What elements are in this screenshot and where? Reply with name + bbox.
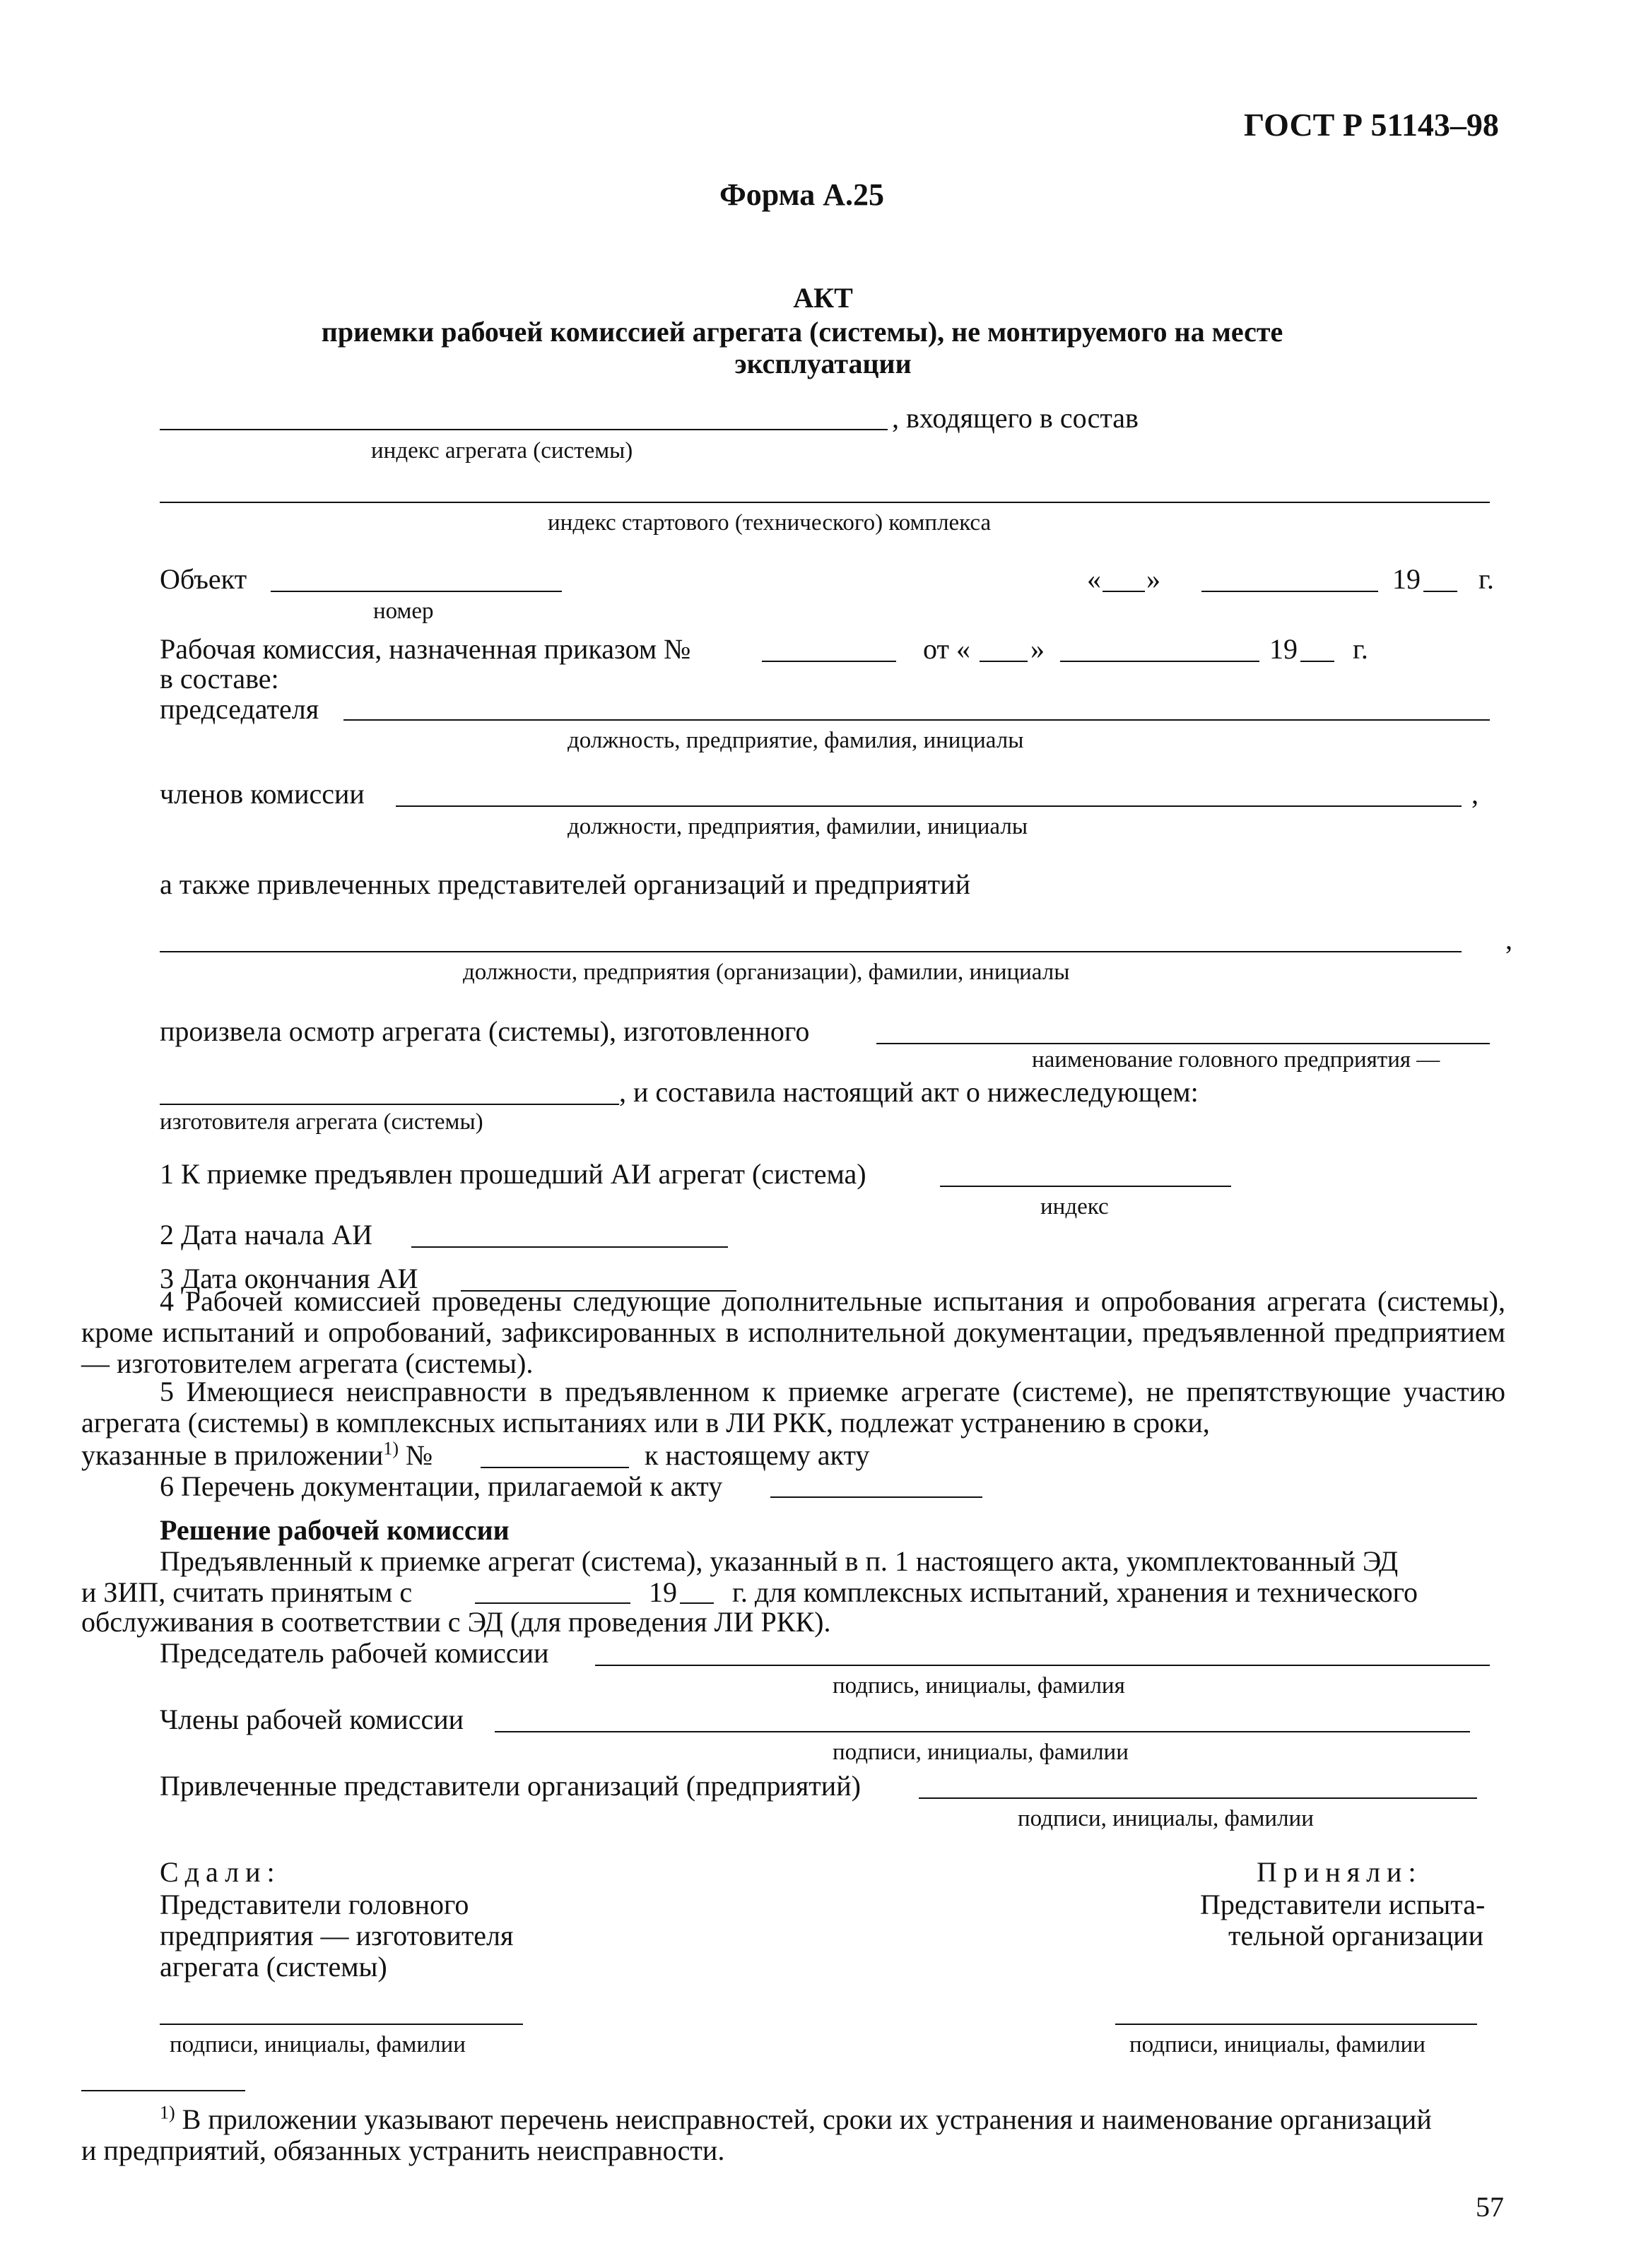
footnote-line-1	[160, 2103, 1432, 2137]
inspection-tail: , и составила настоящий акт о нижеследующем:	[619, 1076, 1199, 1108]
object-day-field[interactable]	[1103, 591, 1145, 592]
unit-suffix: , входящего в состав	[892, 402, 1139, 434]
item-2: 2 Дата начала АИ	[160, 1219, 372, 1251]
members-signature-caption: подписи, инициалы, фамилии	[833, 1740, 1129, 1765]
composition-label: в составе:	[160, 663, 279, 695]
item-5-tail: к настоящему акту	[645, 1439, 870, 1471]
manufacturer-caption-2: изготовителя агрегата (системы)	[160, 1109, 483, 1135]
members-field[interactable]	[396, 805, 1462, 807]
decision-year-prefix: 19	[649, 1576, 677, 1608]
representatives-comma: ,	[1505, 923, 1512, 955]
item-5-text: 5 Имеющиеся неисправности в предъявленном к приемке агрегате (системе), не препятствующие участию агрегата (системы) в комплексных испытаниях или в ЛИ РКК, подлежат устранению в сроки,	[81, 1376, 1505, 1439]
complex-index-caption: индекс стартового (технического) комплекса	[548, 510, 992, 536]
handed-over-heading: Сдали:	[160, 1856, 281, 1888]
chairman-caption: должность, предприятие, фамилия, инициалы	[568, 728, 1024, 753]
representatives-caption: должности, предприятия (организации), фамилии, инициалы	[463, 959, 1070, 985]
object-year-field[interactable]	[1423, 591, 1457, 592]
decision-line-2a: и ЗИП, считать принятым с	[81, 1576, 413, 1608]
accepted-line-1: Представители испыта-	[1200, 1889, 1486, 1920]
members-label: членов комиссии	[160, 778, 365, 810]
item-6: 6 Перечень документации, прилагаемой к акту	[160, 1470, 723, 1502]
chairman-signature-field[interactable]	[595, 1665, 1490, 1666]
accepted-caption: подписи, инициалы, фамилии	[1129, 2032, 1425, 2057]
order-quote-close: »	[1030, 633, 1045, 665]
members-caption: должности, предприятия, фамилии, инициалы	[568, 814, 1028, 839]
object-date-quote-open: «	[1087, 563, 1101, 595]
item-5-appendix-text: указанные в приложении	[81, 1439, 384, 1471]
object-number-caption: номер	[373, 598, 434, 624]
handed-over-signature-field[interactable]	[160, 2024, 523, 2025]
order-day-field[interactable]	[980, 661, 1028, 662]
members-signature-field[interactable]	[495, 1731, 1470, 1732]
item-6-field[interactable]	[770, 1496, 982, 1498]
object-year-suffix: г.	[1479, 563, 1494, 595]
representatives-label: а также привлеченных представителей организаций и предприятий	[160, 868, 970, 900]
footnote-line-2: и предприятий, обязанных устранить неисправности.	[81, 2134, 725, 2166]
object-date-quote-close: »	[1146, 563, 1160, 595]
representatives-signature-caption: подписи, инициалы, фамилии	[1018, 1806, 1314, 1831]
representatives-signature-label: Привлеченные представители организаций (предприятий)	[160, 1770, 861, 1802]
standard-number: ГОСТ Р 51143–98	[1244, 107, 1499, 143]
order-year-field[interactable]	[1300, 661, 1334, 662]
manufacturer-field-2[interactable]	[160, 1104, 619, 1105]
order-month-field[interactable]	[1060, 661, 1259, 662]
item-3: 3 Дата окончания АИ	[160, 1263, 418, 1294]
decision-heading: Решение рабочей комиссии	[160, 1514, 510, 1546]
item-1: 1 К приемке предъявлен прошедший АИ агрегат (система)	[160, 1158, 866, 1190]
item-1-caption: индекс	[1040, 1194, 1109, 1219]
footnote-divider	[81, 2090, 245, 2091]
footnote-text: В приложении указывают перечень неисправностей, сроки их устранения и наименование организаций	[182, 2103, 1432, 2135]
object-number-field[interactable]	[271, 591, 562, 592]
act-title: АКТ	[793, 282, 853, 314]
footnote-mark: 1)	[160, 2102, 175, 2123]
manufacturer-caption: наименование головного предприятия —	[1032, 1047, 1440, 1073]
representatives-field[interactable]	[160, 951, 1462, 952]
object-label: Объект	[160, 563, 247, 595]
item-1-field[interactable]	[940, 1186, 1231, 1187]
object-month-field[interactable]	[1201, 591, 1378, 592]
order-year-suffix: г.	[1353, 633, 1368, 665]
decision-line-1: Предъявленный к приемке агрегат (система), указанный в п. 1 настоящего акта, укомплектованный ЭД	[160, 1545, 1399, 1577]
act-subtitle-line2: эксплуатации	[734, 348, 912, 379]
item-5-number-sign: №	[406, 1439, 433, 1471]
members-signature-label: Члены рабочей комиссии	[160, 1703, 464, 1735]
order-from-label: от «	[923, 633, 970, 665]
chairman-signature-caption: подпись, инициалы, фамилия	[833, 1673, 1125, 1699]
accepted-heading: Приняли:	[1257, 1856, 1423, 1888]
order-year-prefix: 19	[1269, 633, 1298, 665]
unit-index-caption: индекс агрегата (системы)	[371, 438, 633, 463]
handed-over-line-3: агрегата (системы)	[160, 1951, 387, 1983]
commission-order-label: Рабочая комиссия, назначенная приказом №	[160, 633, 691, 665]
order-number-field[interactable]	[762, 661, 896, 662]
item-2-field[interactable]	[411, 1246, 728, 1248]
handed-over-line-2: предприятия — изготовителя	[160, 1920, 514, 1951]
accepted-signature-field[interactable]	[1115, 2024, 1477, 2025]
object-year-prefix: 19	[1392, 563, 1421, 595]
item-4: 4 Рабочей комиссией проведены следующие дополнительные испытания и опробования агрегата (системы), кроме испытаний и опробований, зафиксированных в исполнительной документации, предъявленной предприятием — изготовителем агрегата (системы).	[81, 1285, 1505, 1379]
item-5-appendix-label	[81, 1439, 433, 1472]
chairman-label: председателя	[160, 693, 319, 725]
members-comma: ,	[1471, 778, 1479, 810]
handed-over-caption: подписи, инициалы, фамилии	[170, 2032, 466, 2057]
unit-index-field[interactable]	[160, 429, 888, 430]
chairman-field[interactable]	[343, 719, 1490, 721]
complex-index-field[interactable]	[160, 502, 1490, 503]
manufacturer-field[interactable]	[876, 1043, 1490, 1044]
act-subtitle-line1: приемки рабочей комиссией агрегата (системы), не монтируемого на месте	[321, 316, 1283, 348]
form-label: Форма А.25	[719, 177, 885, 212]
accepted-line-2: тельной организации	[1228, 1920, 1483, 1951]
decision-line-3: обслуживания в соответствии с ЭД (для проведения ЛИ РКК).	[81, 1606, 831, 1638]
handed-over-line-1: Представители головного	[160, 1889, 469, 1920]
accept-date-field[interactable]	[475, 1602, 630, 1604]
accept-year-field[interactable]	[680, 1602, 714, 1604]
inspection-text: произвела осмотр агрегата (системы), изготовленного	[160, 1015, 810, 1047]
chairman-signature-label: Председатель рабочей комиссии	[160, 1637, 549, 1669]
decision-line-2c: г. для комплексных испытаний, хранения и технического	[732, 1576, 1418, 1608]
item-5-footnote-mark: 1)	[383, 1438, 399, 1459]
appendix-number-field[interactable]	[481, 1467, 629, 1468]
representatives-signature-field[interactable]	[919, 1797, 1477, 1799]
page-number: 57	[1476, 2191, 1504, 2223]
